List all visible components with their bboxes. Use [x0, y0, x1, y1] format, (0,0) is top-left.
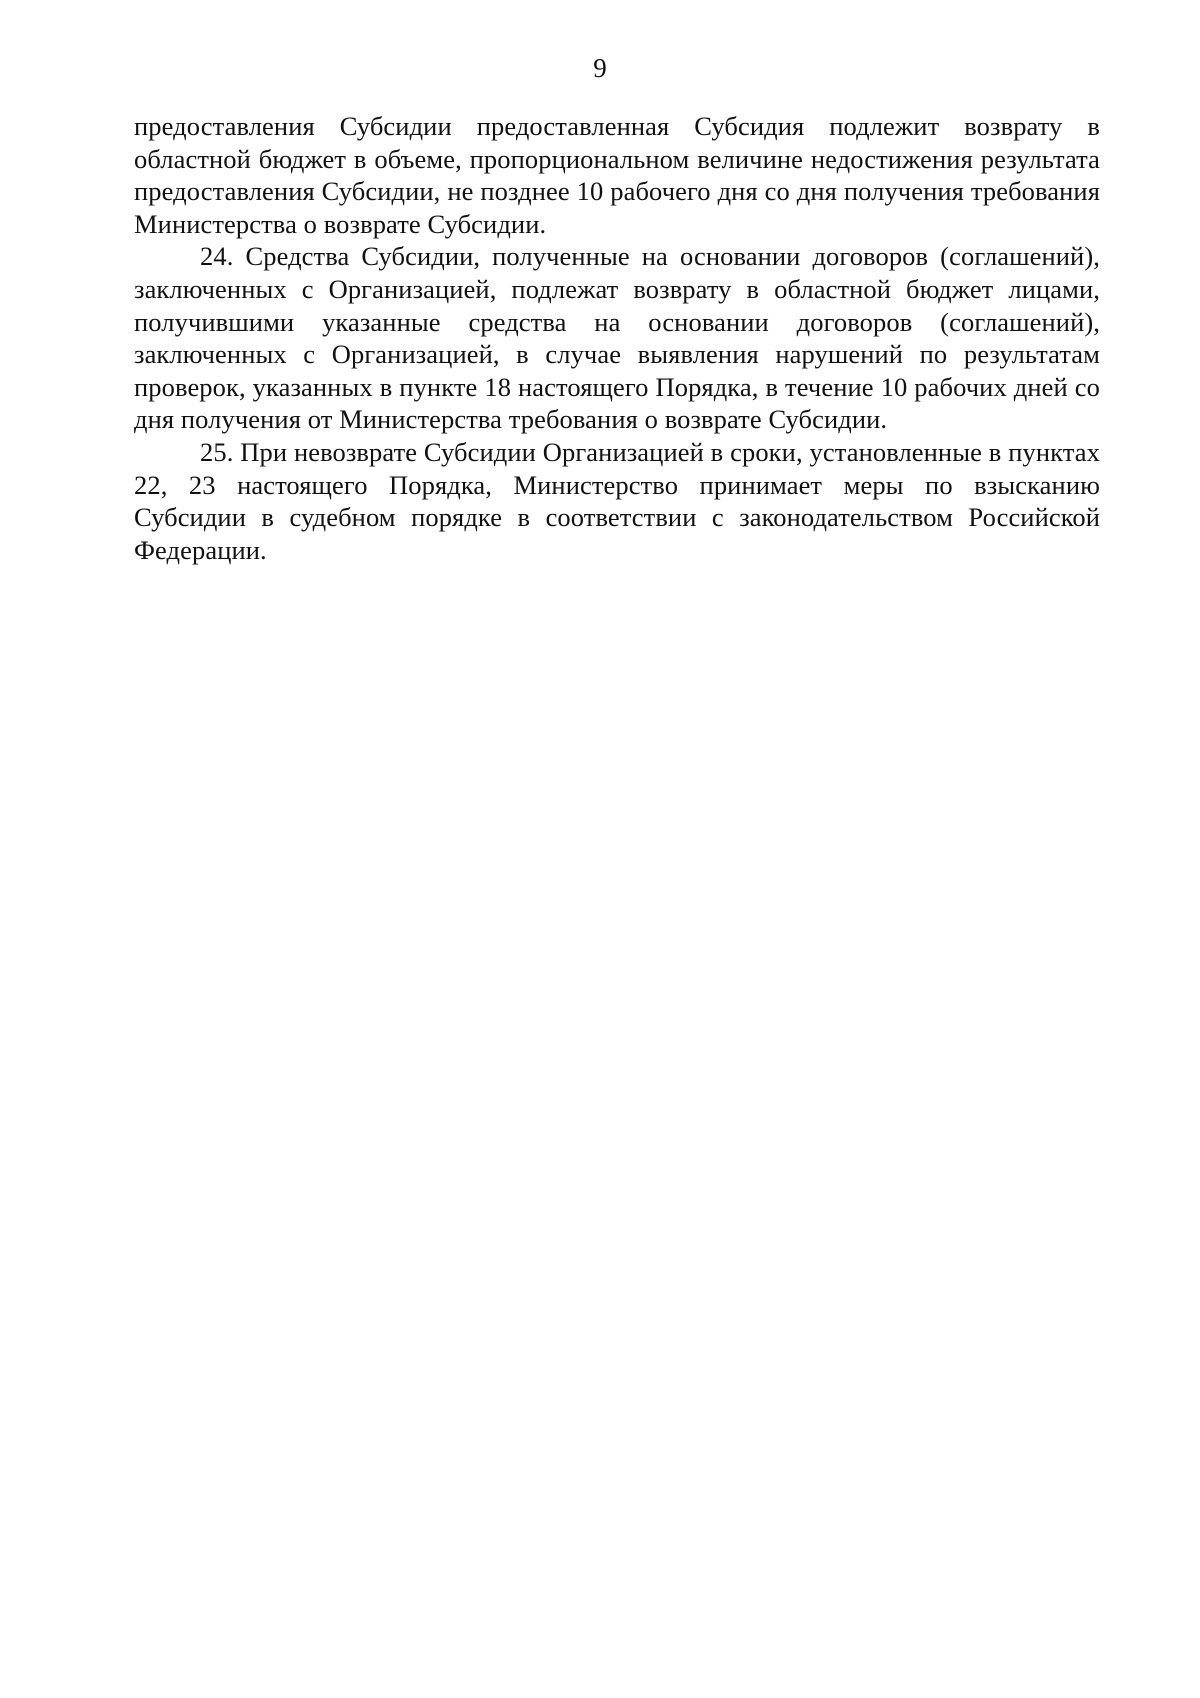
- paragraph-continuation: предоставления Субсидии предоставленная Субсидия подлежит возврату в областной бюджет в объеме, пропорциональном величине недостижения результата предоставления Субсидии, не позднее 10 рабочего дня со дня получения требования Министерства о возврате Субсидии.: [134, 111, 1100, 239]
- document-body: [134, 110, 1100, 566]
- paragraph-24: 24. Средства Субсидии, полученные на основании договоров (соглашений), заключенных с Организацией, подлежат возврату в областной бюджет лицами, получившими указанные средства на основании договоров (соглашений), заключенных с Организацией, в случае выявления нарушений по результатам проверок, указанных в пункте 18 настоящего Порядка, в течение 10 рабочих дней со дня получения от Министерства требования о возврате Субсидии.: [134, 241, 1100, 435]
- page-number: 9: [593, 53, 607, 83]
- paragraph-25: 25. При невозврате Субсидии Организацией в сроки, установленные в пунктах 22, 23 настоящего Порядка, Министерство принимает меры по взысканию Субсидии в судебном порядке в соответствии с законодательством Российской Федерации.: [134, 436, 1100, 565]
